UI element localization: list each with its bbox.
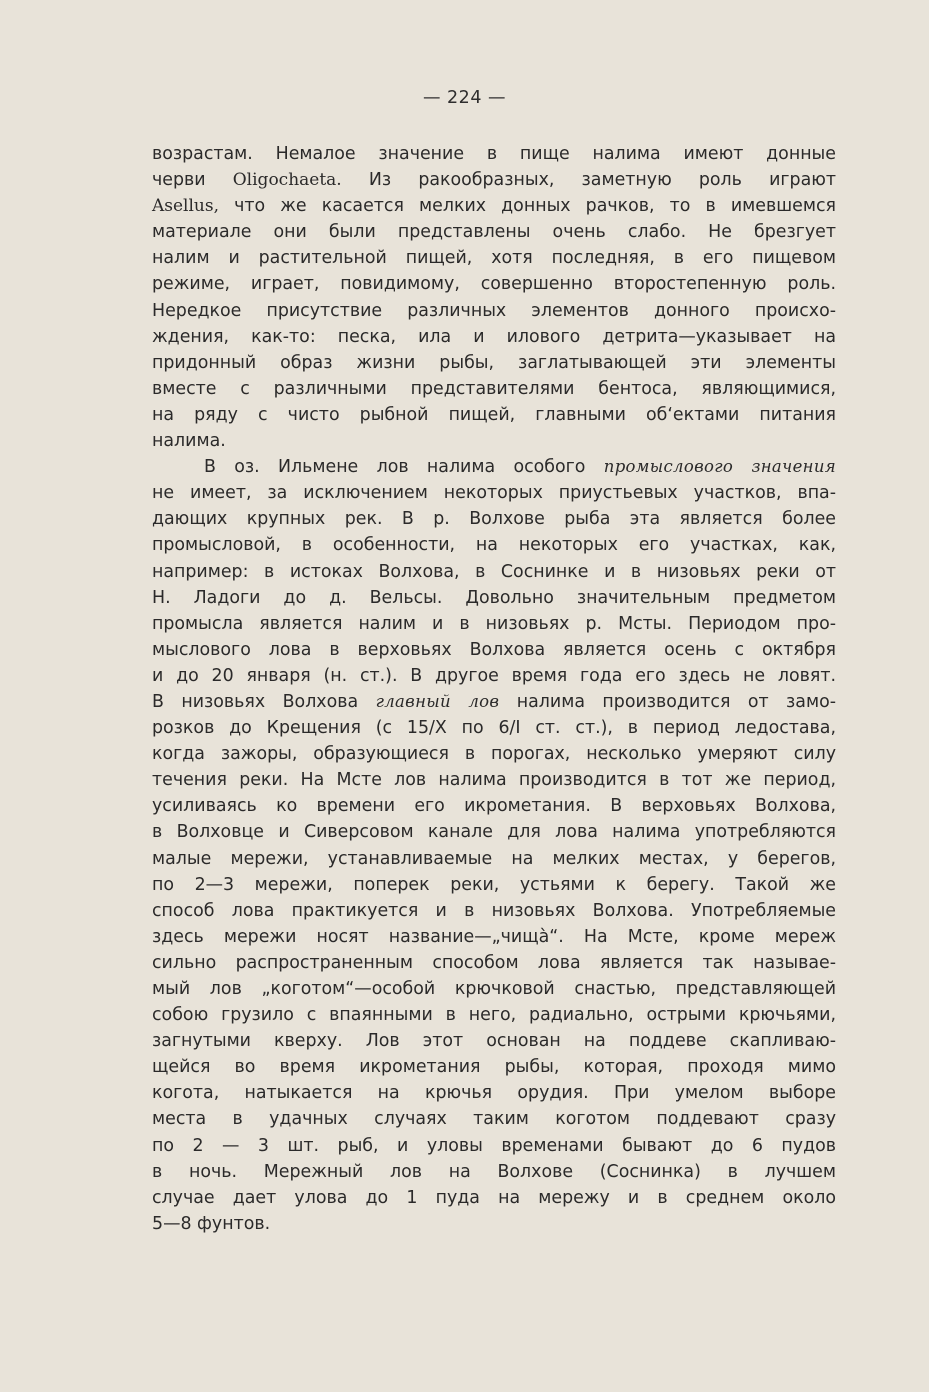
text-segment: загнутыми кверху. Лов этот основан на поддеве скапливаю- bbox=[152, 1031, 836, 1052]
text-segment: вместе с различными представителями бентоса, являющимися, bbox=[152, 378, 836, 399]
text-segment: розков до Крещения (с 15/Х по 6/I ст. ст.), в период ледостава, bbox=[152, 718, 836, 739]
text-line bbox=[152, 767, 836, 793]
text-segment: промысла является налим и в низовьях р. Мсты. Периодом про- bbox=[152, 613, 836, 634]
text-line bbox=[152, 1080, 836, 1106]
text-segment: Asellus, bbox=[152, 196, 220, 217]
paragraph bbox=[152, 454, 836, 1237]
text-line bbox=[152, 611, 836, 637]
text-segment: В низовьях Волхова bbox=[152, 691, 376, 712]
text-line bbox=[152, 1028, 836, 1054]
text-segment: когота, натыкается на крючья орудия. При умелом выборе bbox=[152, 1083, 836, 1104]
text-segment: способ лова практикуется и в низовьях Волхова. Употребляемые bbox=[152, 900, 836, 921]
text-segment: например: в истоках Волхова, в Соснинке и в низовьях реки от bbox=[152, 561, 836, 582]
text-segment: придонный образ жизни рыбы, заглатывающей эти элементы bbox=[152, 352, 836, 373]
paragraph bbox=[152, 141, 836, 454]
text-line bbox=[152, 559, 836, 585]
text-segment: мый лов „коготом“—особой крючковой снастью, представляющей bbox=[152, 979, 836, 999]
text-segment: здесь мережи носят название—„чищà“. На Мсте, кроме мереж bbox=[152, 926, 836, 947]
text-segment: главный лов bbox=[375, 691, 500, 711]
text-segment: собою грузило с впаянными в него, радиально, острыми крючьями, bbox=[152, 1005, 836, 1026]
text-segment: случае дает улова до 1 пуда на мережу и в среднем около bbox=[152, 1187, 836, 1208]
text-line bbox=[152, 298, 836, 324]
text-line bbox=[152, 350, 836, 376]
text-segment: 5—8 фунтов. bbox=[152, 1213, 271, 1234]
text-line bbox=[152, 689, 836, 715]
text-segment: Нередкое присутствие различных элементов донного происхо- bbox=[152, 300, 836, 321]
text-segment: и до 20 января (н. ст.). В другое время года его здесь не ловят. bbox=[152, 665, 836, 686]
text-line bbox=[152, 846, 836, 872]
text-line bbox=[152, 1106, 836, 1132]
text-line bbox=[152, 1133, 836, 1159]
text-segment: на ряду с чисто рыбной пищей, главными об‘ектами питания bbox=[152, 404, 836, 425]
text-segment: течения реки. На Мсте лов налима производится в тот же период, bbox=[152, 770, 836, 791]
text-segment: промыслового значения bbox=[603, 457, 836, 477]
text-line bbox=[152, 793, 836, 819]
text-line bbox=[152, 715, 836, 741]
text-segment: налима производится от замо- bbox=[499, 691, 836, 712]
text-segment: Из ракообразных, заметную роль играют bbox=[341, 170, 837, 191]
text-line bbox=[152, 976, 836, 1002]
page-number: — 224 — bbox=[422, 88, 507, 108]
text-line bbox=[152, 402, 836, 428]
text-segment: промысловой, в особенности, на некоторых его участках, как, bbox=[152, 535, 836, 556]
text-line bbox=[152, 219, 836, 245]
text-segment: места в удачных случаях таким коготом поддевают сразу bbox=[152, 1109, 836, 1130]
text-line bbox=[152, 245, 836, 271]
text-line bbox=[152, 1002, 836, 1028]
text-segment: что же касается мелких донных рачков, то в имевшемся bbox=[219, 196, 836, 217]
body-text bbox=[152, 141, 836, 1237]
text-line bbox=[152, 1211, 836, 1237]
text-line bbox=[152, 924, 836, 950]
text-segment: малые мережи, устанавливаемые на мелких местах, у берегов, bbox=[152, 848, 836, 869]
text-segment: в ночь. Мережный лов на Волхове (Соснинка) в лучшем bbox=[152, 1161, 836, 1182]
text-line bbox=[152, 1185, 836, 1211]
text-segment: по 2 — 3 шт. рыб, и уловы временами бывают до 6 пудов bbox=[152, 1135, 836, 1156]
text-line bbox=[152, 898, 836, 924]
text-line bbox=[152, 480, 836, 506]
text-segment: когда зажоры, образующиеся в порогах, несколько умеряют силу bbox=[152, 744, 836, 765]
text-line bbox=[152, 872, 836, 898]
text-line bbox=[152, 741, 836, 767]
text-segment: в Волховце и Сиверсовом канале для лова налима употребляются bbox=[152, 822, 836, 843]
text-line bbox=[152, 454, 836, 480]
text-line bbox=[152, 141, 836, 167]
text-segment: мыслового лова в верховьях Волхова является осень с октября bbox=[152, 639, 836, 660]
text-segment: не имеет, за исключением некоторых приустьевых участков, впа- bbox=[152, 483, 836, 504]
text-line bbox=[152, 193, 836, 219]
text-segment: дающих крупных рек. В р. Волхове рыба эта является более bbox=[152, 509, 836, 530]
text-line bbox=[152, 167, 836, 193]
text-line bbox=[152, 271, 836, 297]
text-segment: налима. bbox=[152, 431, 226, 452]
text-segment: налим и растительной пищей, хотя последняя, в его пищевом bbox=[152, 248, 836, 269]
text-segment: материале они были представлены очень слабо. Не брезгует bbox=[152, 222, 836, 243]
text-line bbox=[152, 324, 836, 350]
text-line bbox=[152, 950, 836, 976]
text-line bbox=[152, 376, 836, 402]
text-segment: щейся во время икрометания рыбы, которая, проходя мимо bbox=[152, 1057, 836, 1078]
text-segment: режиме, играет, повидимому, совершенно второстепенную роль. bbox=[152, 274, 836, 295]
text-segment: усиливаясь ко времени его икрометания. В верховьях Волхова, bbox=[152, 796, 836, 817]
text-line bbox=[152, 585, 836, 611]
text-line bbox=[152, 506, 836, 532]
text-segment: черви bbox=[152, 170, 233, 191]
text-segment: Н. Ладоги до д. Вельсы. Довольно значительным предметом bbox=[152, 587, 836, 608]
text-line bbox=[152, 1054, 836, 1080]
text-line bbox=[152, 532, 836, 558]
text-segment: ждения, как-то: песка, ила и илового детрита—указывает на bbox=[152, 326, 836, 347]
text-line bbox=[152, 1159, 836, 1185]
text-line bbox=[152, 663, 836, 689]
text-segment: возрастам. Немалое значение в пище налима имеют донные bbox=[152, 144, 836, 164]
text-segment: по 2—3 мережи, поперек реки, устьями к берегу. Такой же bbox=[152, 874, 836, 895]
text-line bbox=[152, 819, 836, 845]
text-line bbox=[152, 637, 836, 663]
text-segment: В оз. Ильмене лов налима особого bbox=[204, 457, 604, 478]
text-segment: сильно распространенным способом лова является так называе- bbox=[152, 952, 836, 973]
text-line bbox=[152, 428, 836, 454]
text-segment: Oligochaeta. bbox=[232, 170, 342, 191]
